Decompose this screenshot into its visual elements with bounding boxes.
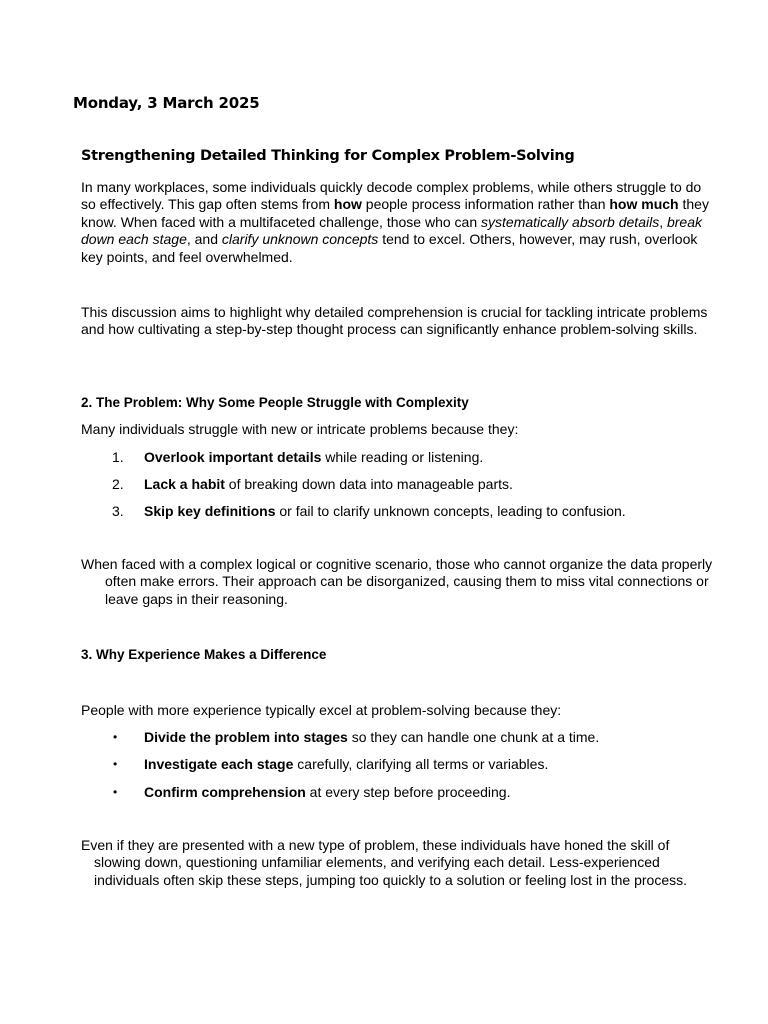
intro-text: , and [186, 231, 222, 248]
list-item-text [144, 783, 510, 801]
list-number: 3. [112, 503, 124, 519]
intro-italic-clarify: clarify unknown concepts [221, 231, 379, 248]
intro-text: they know. When faced with a multifaceted challenge, those who can [81, 196, 709, 230]
section-3-lead: People with more experience typically excel at problem-solving because they: [81, 702, 562, 718]
bullet-list-item [0, 783, 768, 801]
intro-paragraph [81, 179, 711, 266]
section-2-heading: 2. The Problem: Why Some People Struggle with Complexity [81, 395, 469, 410]
bullet-list-item [0, 755, 768, 773]
bullet-icon: • [113, 730, 118, 744]
list-item-text [144, 502, 626, 520]
list-item-rest: while reading or listening. [321, 449, 484, 465]
bullet-icon: • [113, 757, 118, 771]
list-item-rest: at every step before proceeding. [305, 784, 511, 800]
list-item-rest: or fail to clarify unknown concepts, leading to confusion. [275, 503, 626, 519]
list-item-text [144, 728, 599, 746]
list-item-text [144, 755, 548, 773]
list-number: 2. [112, 476, 124, 492]
numbered-list-item [0, 448, 768, 466]
bullet-list-item [0, 728, 768, 746]
section-2-closing: When faced with a complex logical or cognitive scenario, those who cannot organize the data properly often make errors. Their approach can be disorganized, causing them to miss vital connections or leave gaps in their reasoning. [81, 556, 713, 607]
document-date: Monday, 3 March 2025 [73, 94, 260, 112]
list-item-bold: Investigate each stage [144, 756, 294, 772]
intro-text: In many workplaces, some individuals quickly decode complex problems, while others struggle to do so effectively. This gap often stems from [81, 179, 702, 213]
list-item-rest: of breaking down data into manageable parts. [224, 476, 513, 492]
list-item-rest: carefully, clarifying all terms or variables. [293, 756, 549, 772]
intro-text: people process information rather than [361, 196, 610, 213]
bullet-icon: • [113, 785, 118, 799]
section-2-lead: Many individuals struggle with new or intricate problems because they: [81, 421, 519, 437]
list-number: 1. [112, 449, 124, 465]
numbered-list-item [0, 475, 768, 493]
list-item-bold: Lack a habit [144, 476, 225, 492]
intro-text: , [659, 213, 667, 230]
section-3-closing: Even if they are presented with a new type of problem, these individuals have honed the skill of slowing down, questioning unfamiliar elements, and verifying each detail. Less-experienced individuals often skip these steps, jumping too quickly to a solution or feeling lost in the process. [81, 837, 687, 888]
list-item-bold: Confirm comprehension [144, 784, 306, 800]
list-item-text [144, 448, 483, 466]
intro-italic-break-down: break down each stage [81, 213, 703, 248]
intro-text: tend to excel. Others, however, may rush, overlook key points, and feel overwhelmed. [81, 231, 698, 265]
list-item-bold: Skip key definitions [144, 503, 276, 519]
purpose-paragraph: This discussion aims to highlight why detailed comprehension is crucial for tackling intricate problems and how cultivating a step-by-step thought process can significantly enhance problem-solving skills. [81, 304, 708, 338]
numbered-list-item [0, 502, 768, 520]
intro-italic-absorb: systematically absorb details [481, 213, 660, 230]
intro-emphasis-how-much: how much [609, 196, 679, 213]
list-item-text [144, 475, 513, 493]
list-item-bold: Divide the problem into stages [144, 729, 348, 745]
document-title: Strengthening Detailed Thinking for Complex Problem-Solving [81, 148, 575, 164]
section-3-heading: 3. Why Experience Makes a Difference [81, 647, 327, 662]
list-item-bold: Overlook important details [144, 449, 322, 465]
intro-emphasis-how: how [333, 196, 362, 213]
list-item-rest: so they can handle one chunk at a time. [347, 729, 600, 745]
